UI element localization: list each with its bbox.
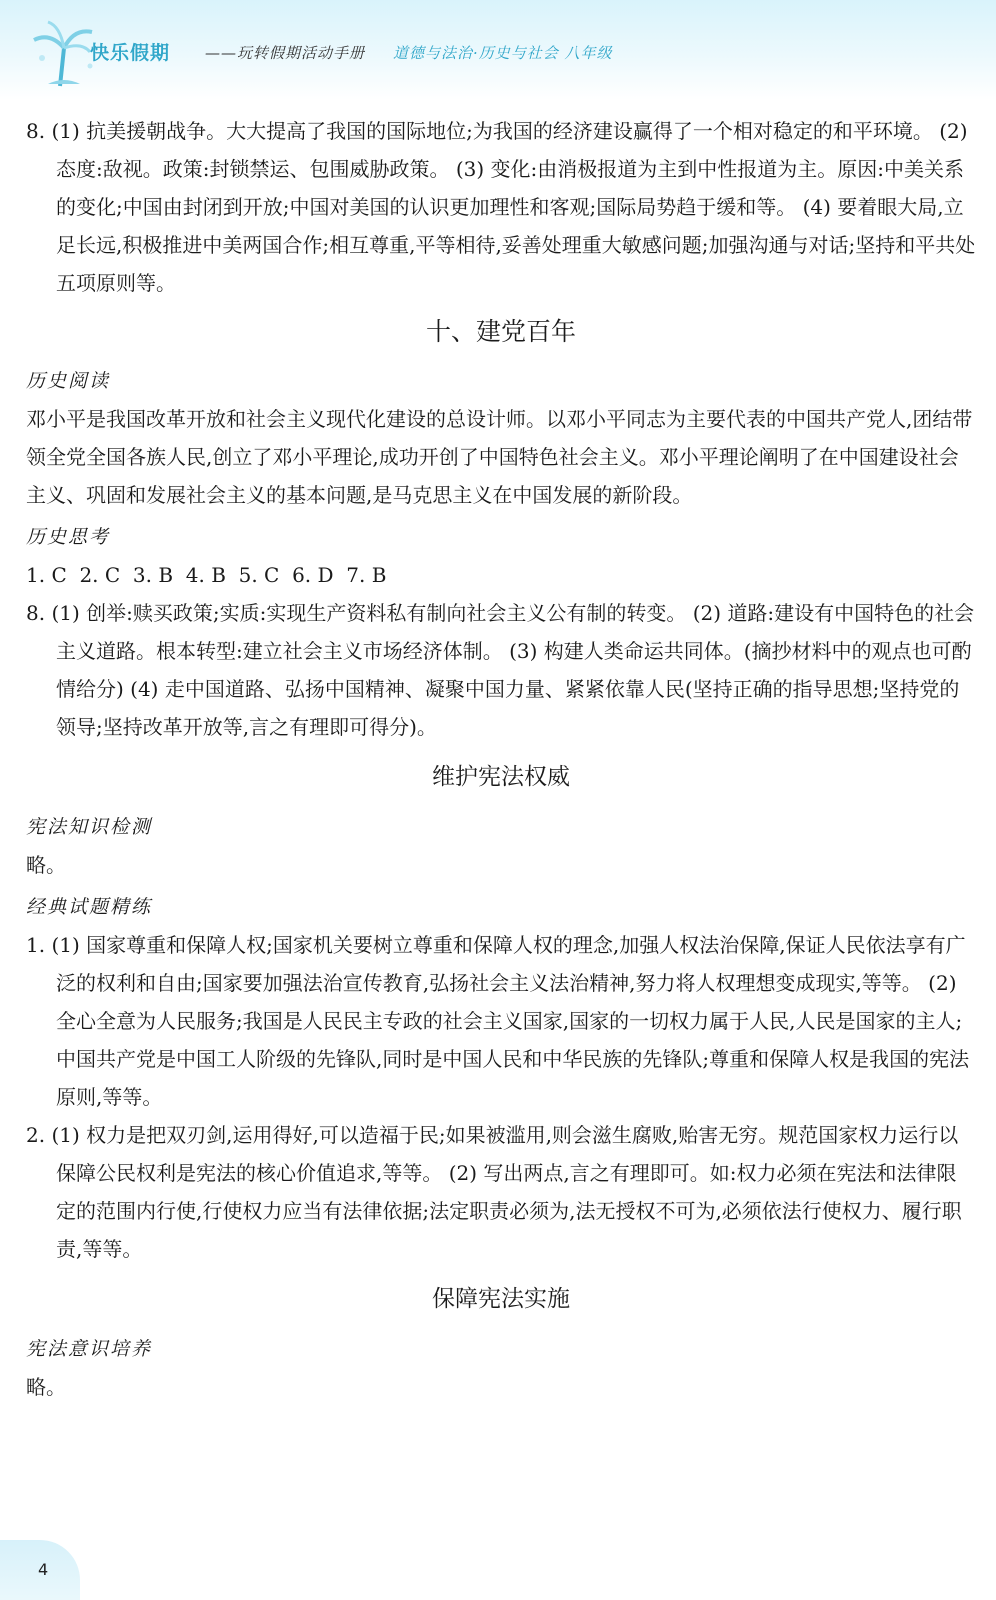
page-header <box>0 0 996 100</box>
constitution-knowledge-text: 略。 <box>26 853 66 877</box>
answers-choice: 1. C 2. C 3. B 4. B 5. C 6. D 7. B <box>26 563 387 587</box>
constitution-awareness-text: 略。 <box>26 1375 66 1399</box>
label-history-reading: 历史阅读 <box>26 370 111 392</box>
answer-q8-section10: 8. (1) 创举:赎买政策;实质:实现生产资料私有制向社会主义公有制的转变。 (2) 道路:建设有中国特色的社会主义道路。根本转型:建立社会主义市场经济体制。 (3) 构建人类命运共同体。(摘抄材料中的观点也可酌情给分) (4) 走中国道路、弘扬中国精神、凝聚中国力量、紧紧依靠人民(坚持正确的指导思想;坚持党的领导;坚持改革开放等,言之有理即可得分)。 <box>26 601 975 739</box>
page-number: 4 <box>38 1560 49 1579</box>
header-subject: 道德与法治·历史与社会 八年级 <box>393 44 613 62</box>
label-classic-exercises: 经典试题精练 <box>26 896 153 918</box>
page-content <box>26 112 976 1406</box>
label-history-thinking: 历史思考 <box>26 526 111 548</box>
answer-q2-constitution: 2. (1) 权力是把双刃剑,运用得好,可以造福于民;如果被滥用,则会滋生腐败,贻害无穷。规范国家权力运行以保障公民权利是宪法的核心价值追求,等等。 (2) 写出两点,言之有理即可。如:权力必须在宪法和法律限定的范围内行使,行使权力应当有法律依据;法定职责必须为,法无授权不可为,必须依法行使权力、履行职责,等等。 <box>26 1123 962 1261</box>
label-constitution-knowledge: 宪法知识检测 <box>26 816 153 838</box>
history-reading-text: 邓小平是我国改革开放和社会主义现代化建设的总设计师。以邓小平同志为主要代表的中国共产党人,团结带领全党全国各族人民,创立了邓小平理论,成功开创了中国特色社会主义。邓小平理论阐明了在中国建设社会主义、巩固和发展社会主义的基本问题,是马克思主义在中国发展的新阶段。 <box>26 407 973 507</box>
answer-q1-constitution: 1. (1) 国家尊重和保障人权;国家机关要树立尊重和保障人权的理念,加强人权法治保障,保证人民依法享有广泛的权利和自由;国家要加强法治宣传教育,弘扬社会主义法治精神,努力将人权理想变成现实,等等。 (2) 全心全意为人民服务;我国是人民民主专政的社会主义国家,国家的一切权力属于人民,人民是国家的主人;中国共产党是中国工人阶级的先锋队,同时是中国人民和中华民族的先锋队;尊重和保障人权是我国的宪法原则,等等。 <box>26 933 970 1109</box>
logo-text: 快乐假期 <box>90 42 171 64</box>
label-constitution-awareness: 宪法意识培养 <box>26 1338 153 1360</box>
section-title-constitution-authority: 维护宪法权威 <box>432 764 570 790</box>
answer-q8-top: 8. (1) 抗美援朝战争。大大提高了我国的国际地位;为我国的经济建设赢得了一个相对稳定的和平环境。 (2) 态度:敌视。政策:封锁禁运、包围威胁政策。 (3) 变化:由消极报道为主到中性报道为主。原因:中美关系的变化;中国由封闭到开放;中国对美国的认识更加理性和客观;国际局势趋于缓和等。 (4) 要着眼大局,立足长远,积极推进中美两国合作;相互尊重,平等相待,妥善处理重大敏感问题;加强沟通与对话;坚持和平共处五项原则等。 <box>26 119 976 295</box>
header-title: ——玩转假期活动手册 <box>205 44 366 62</box>
section-title-jiandang: 十、建党百年 <box>425 317 576 346</box>
section-title-constitution-implementation: 保障宪法实施 <box>432 1286 570 1312</box>
